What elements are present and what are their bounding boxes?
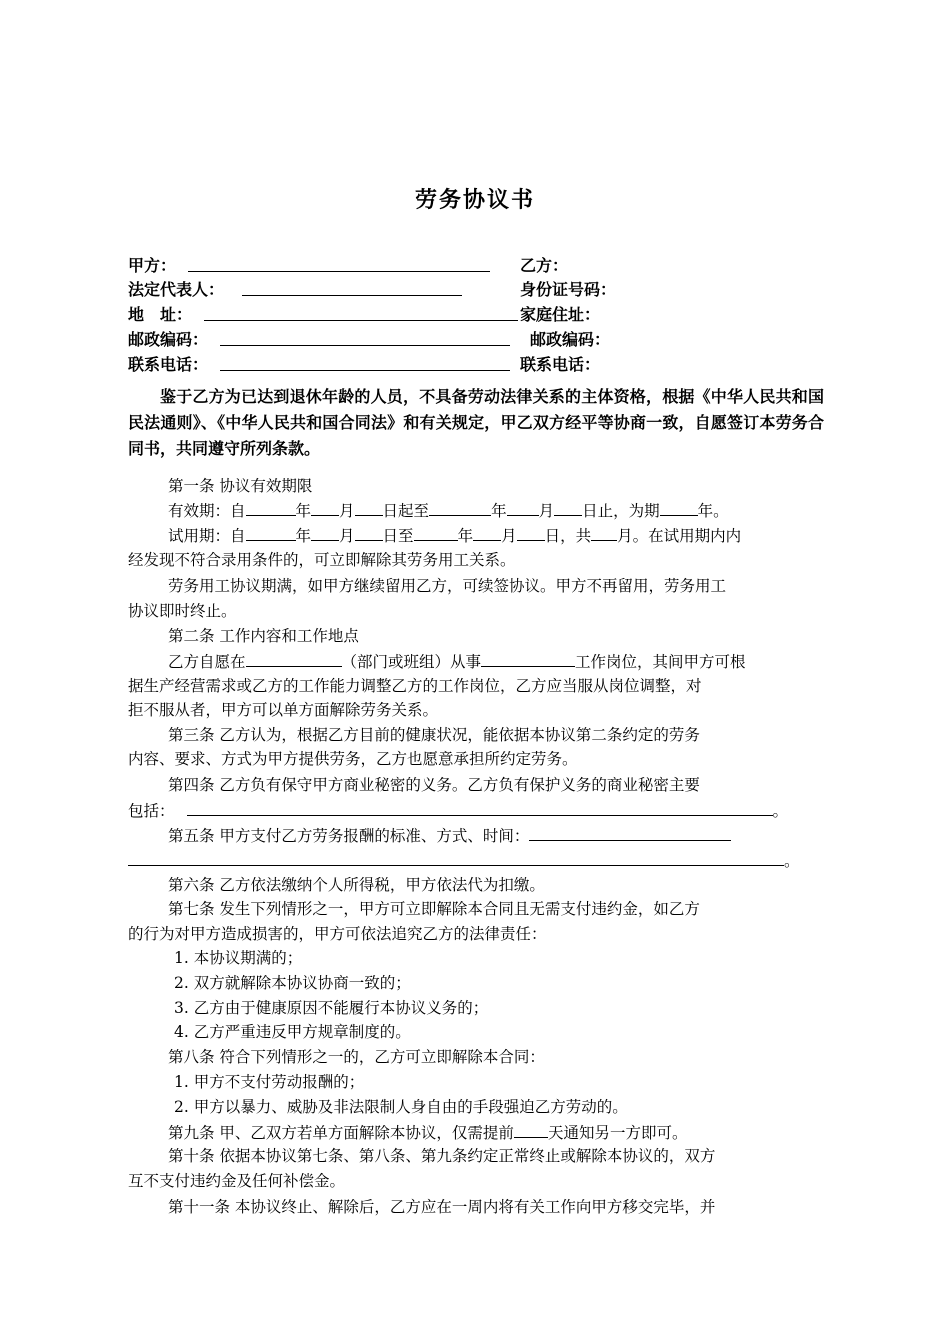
notice-suffix: 天通知另一方即可。 (547, 1124, 688, 1142)
valid-from-month-blank[interactable] (311, 498, 339, 516)
clause-1-title: 第一条 协议有效期限 (168, 477, 313, 495)
valid-to-day-blank[interactable] (554, 498, 582, 516)
clause-4-line-2 (128, 798, 824, 822)
clause-2-line-3: 拒不服从者，甲方可以单方面解除劳务关系。 (128, 701, 439, 719)
valid-to-year-blank[interactable] (429, 498, 491, 516)
legal-rep-label: 法定代表人： (128, 280, 225, 299)
payment-blank-1[interactable] (529, 823, 731, 841)
year-label: 年 (295, 527, 312, 545)
clause-2-line-1 (128, 649, 864, 673)
position-suffix: 工作岗位，其间甲方可根 (575, 653, 746, 671)
clause-2-line-2: 据生产经营需求或乙方的工作能力调整乙方的工作岗位，乙方应当服从岗位调整，对 (128, 677, 702, 695)
clause-8: 第八条 符合下列情形之一的，乙方可立即解除本合同： (168, 1048, 545, 1066)
trial-months-blank[interactable] (591, 523, 617, 541)
clause-1-valid-line (128, 498, 864, 522)
trial-to-year-blank[interactable] (414, 523, 458, 541)
trial-total-label: 日，共 (544, 527, 592, 545)
trial-to-day-blank[interactable] (517, 523, 545, 541)
trial-from-day-blank[interactable] (355, 523, 383, 541)
month-label: 月 (339, 502, 355, 520)
document-title: 劳务协议书 (414, 188, 535, 213)
phone-b-label: 联系电话： (520, 355, 601, 374)
period: 。 (772, 802, 789, 820)
party-a-blank[interactable] (188, 253, 490, 272)
trial-from-label: 试用期：自 (168, 527, 246, 545)
trial-months-suffix: 月。在试用期内内 (617, 527, 742, 545)
clause-7-item-1: 1. 本协议期满的； (174, 949, 303, 967)
duration-label: 日止，为期 (582, 502, 660, 520)
clause-11-line-1: 第十一条 本协议终止、解除后，乙方应在一周内将有关工作向甲方移交完毕，并 (168, 1198, 716, 1216)
valid-from-label: 有效期：自 (168, 502, 246, 520)
trial-from-year-blank[interactable] (246, 523, 296, 541)
year-label: 年 (491, 502, 507, 520)
clause-7-item-4: 4. 乙方严重违反甲方规章制度的。 (174, 1023, 411, 1041)
valid-to-month-blank[interactable] (507, 498, 539, 516)
clause-7-line-2: 的行为对甲方造成损害的，甲方可依法追究乙方的法律责任： (128, 925, 547, 943)
postcode-a-label: 邮政编码： (128, 330, 209, 349)
clause-6: 第六条 乙方依法缴纳个人所得税，甲方依法代为扣缴。 (168, 876, 545, 894)
secrets-label: 包括： (128, 802, 175, 820)
party-a-label: 甲方： (128, 256, 177, 275)
home-address-label: 家庭住址： (520, 305, 601, 324)
clause-5-line-1 (128, 823, 864, 847)
clause-8-item-2: 2. 甲方以暴力、威胁及非法限制人身自由的手段强迫乙方劳动的。 (174, 1098, 628, 1116)
intro-paragraph: 鉴于乙方为已达到退休年龄的人员，不具备劳动法律关系的主体资格，根据《中华人民共和国民法通则》、《中华人民共和国合同法》和有关规定，甲乙双方经平等协商一致，自愿签订本劳务合同书，共同遵守所列条款。 (128, 387, 824, 458)
clause-3-line-1: 第三条 乙方认为，根据乙方目前的健康状况，能依据本协议第二条约定的劳务 (168, 726, 700, 744)
department-prefix: 乙方自愿在 (168, 653, 246, 671)
position-blank[interactable] (481, 649, 575, 667)
to-label: 日至 (382, 527, 414, 545)
year-label: 年 (457, 527, 474, 545)
payment-label: 第五条 甲方支付乙方劳务报酬的标准、方式、时间： (168, 827, 530, 845)
postcode-b-label: 邮政编码： (530, 330, 611, 349)
party-row-4 (128, 327, 828, 351)
clause-1-trial-line (128, 523, 864, 547)
clause-2-title: 第二条 工作内容和工作地点 (168, 627, 359, 645)
payment-blank-2[interactable] (128, 848, 784, 866)
party-row-3 (128, 302, 828, 326)
secrets-blank[interactable] (187, 798, 773, 816)
phone-a-label: 联系电话： (128, 355, 209, 374)
clause-1-trial-line-2: 经发现不符合录用条件的，可立即解除其劳务用工关系。 (128, 551, 516, 569)
notice-days-blank[interactable] (514, 1120, 548, 1138)
legal-rep-blank[interactable] (242, 277, 462, 296)
years-suffix: 年。 (697, 502, 729, 520)
clause-8-item-1: 1. 甲方不支付劳动报酬的； (174, 1073, 365, 1091)
address-label: 地 址： (128, 305, 193, 324)
postcode-a-blank[interactable] (220, 327, 510, 346)
clause-4-line-1: 第四条 乙方负有保守甲方商业秘密的义务。乙方负有保护义务的商业秘密主要 (168, 776, 700, 794)
clause-7-item-3: 3. 乙方由于健康原因不能履行本协议义务的； (174, 999, 489, 1017)
clause-1-renew-line-2: 协议即时终止。 (128, 602, 237, 620)
party-row-1 (128, 253, 828, 277)
clause-3-line-2: 内容、要求、方式为甲方提供劳务，乙方也愿意承担所约定劳务。 (128, 750, 578, 768)
address-blank[interactable] (204, 302, 518, 321)
period: 。 (784, 852, 800, 870)
month-label: 月 (538, 502, 555, 520)
month-label: 月 (501, 527, 517, 545)
clause-10-line-1: 第十条 依据本协议第七条、第八条、第九条约定正常终止或解除本协议的，双方 (168, 1147, 716, 1165)
clause-5-line-2 (128, 848, 824, 872)
phone-a-blank[interactable] (220, 352, 510, 371)
clause-10-line-2: 互不支付违约金及任何补偿金。 (128, 1172, 346, 1190)
trial-from-month-blank[interactable] (311, 523, 339, 541)
clause-9 (128, 1120, 864, 1144)
id-number-label: 身份证号码： (520, 280, 617, 299)
year-label: 年 (295, 502, 312, 520)
until-label: 日起至 (382, 502, 430, 520)
department-suffix: （部门或班组）从事 (341, 653, 482, 671)
duration-years-blank[interactable] (660, 498, 698, 516)
clause-7-line-1: 第七条 发生下列情形之一，甲方可立即解除本合同且无需支付违约金，如乙方 (168, 900, 700, 918)
party-row-2 (128, 277, 828, 301)
clause-1-renew-line-1: 劳务用工协议期满，如甲方继续留用乙方，可续签协议。甲方不再留用，劳务用工 (168, 577, 727, 595)
month-label: 月 (339, 527, 355, 545)
party-b-label: 乙方： (520, 256, 569, 275)
party-row-5 (128, 352, 828, 376)
valid-from-year-blank[interactable] (246, 498, 296, 516)
notice-prefix: 第九条 甲、乙双方若单方面解除本协议，仅需提前 (168, 1124, 514, 1142)
valid-from-day-blank[interactable] (355, 498, 383, 516)
trial-to-month-blank[interactable] (473, 523, 501, 541)
department-blank[interactable] (246, 649, 342, 667)
clause-7-item-2: 2. 双方就解除本协议协商一致的； (174, 974, 411, 992)
